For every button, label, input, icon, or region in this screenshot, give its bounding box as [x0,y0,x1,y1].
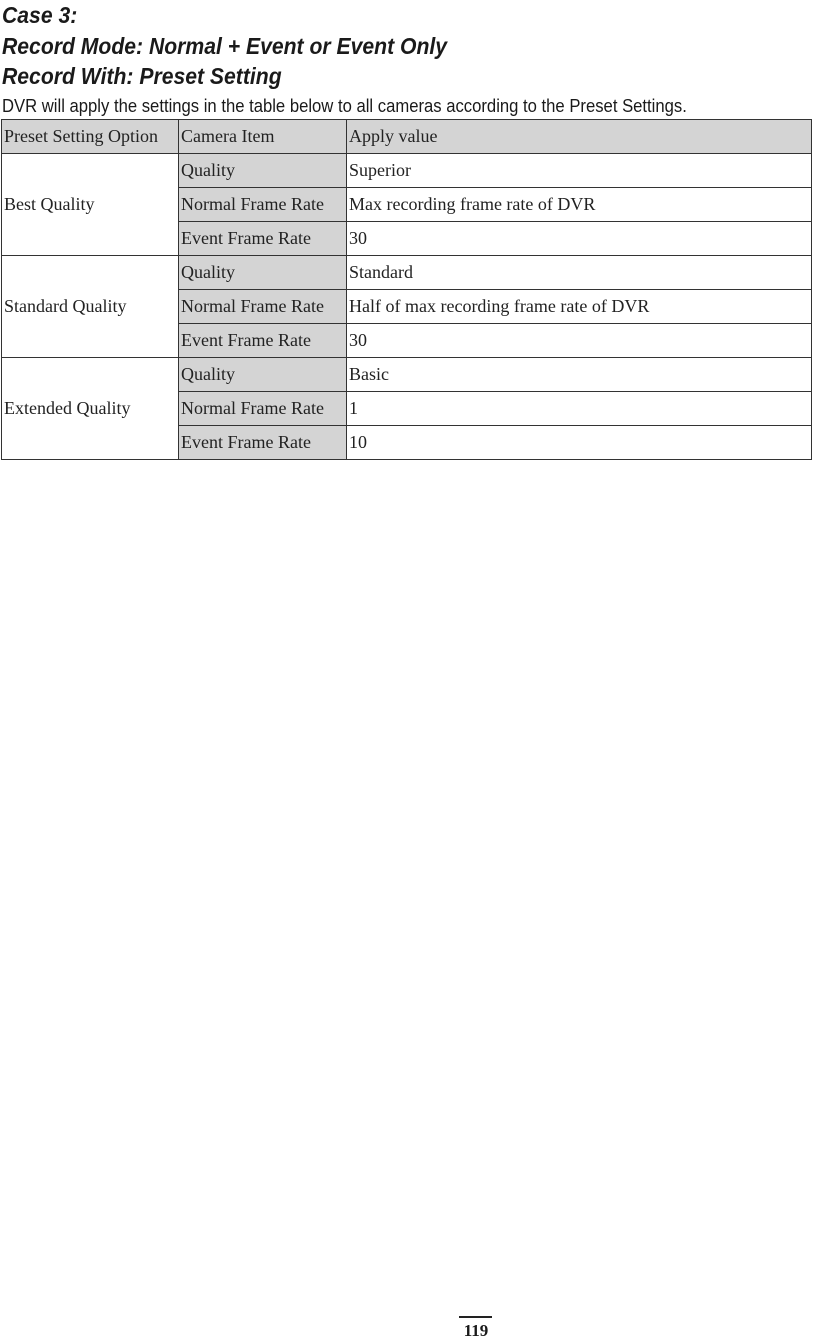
apply-value-cell: Superior [347,154,812,188]
camera-item-cell: Normal Frame Rate [179,188,347,222]
preset-settings-table [1,119,812,460]
apply-value-cell: 10 [347,426,812,460]
apply-value-cell: 30 [347,222,812,256]
table-row [2,256,812,290]
table-row [2,358,812,392]
intro-paragraph: DVR will apply the settings in the table below to all cameras according to the Preset Settings. [2,95,687,116]
camera-item-cell: Quality [179,256,347,290]
camera-item-cell: Event Frame Rate [179,426,347,460]
apply-value-cell: 1 [347,392,812,426]
table-header-row [2,120,812,154]
camera-item-cell: Normal Frame Rate [179,392,347,426]
apply-value-cell: Max recording frame rate of DVR [347,188,812,222]
record-with-heading: Record With: Preset Setting [2,63,282,89]
camera-item-cell: Event Frame Rate [179,324,347,358]
apply-value-cell: Basic [347,358,812,392]
camera-item-cell: Event Frame Rate [179,222,347,256]
camera-item-cell: Quality [179,154,347,188]
preset-option-extended-quality: Extended Quality [2,358,179,460]
preset-option-standard-quality: Standard Quality [2,256,179,358]
header-apply-value: Apply value [347,120,812,154]
preset-option-best-quality: Best Quality [2,154,179,256]
case-heading: Case 3: [2,2,78,28]
page-number: 119 [463,1321,489,1340]
apply-value-cell: Half of max recording frame rate of DVR [347,290,812,324]
header-camera-item: Camera Item [179,120,347,154]
page-number-rule [459,1316,492,1318]
table-row [2,154,812,188]
camera-item-cell: Normal Frame Rate [179,290,347,324]
camera-item-cell: Quality [179,358,347,392]
header-preset-setting-option: Preset Setting Option [2,120,179,154]
apply-value-cell: 30 [347,324,812,358]
record-mode-heading: Record Mode: Normal + Event or Event Only [2,33,448,59]
apply-value-cell: Standard [347,256,812,290]
